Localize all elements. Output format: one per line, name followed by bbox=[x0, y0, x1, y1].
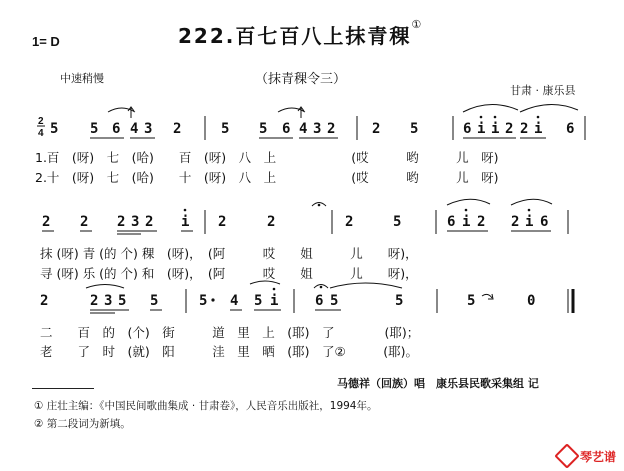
svg-text:5: 5 bbox=[199, 293, 208, 309]
svg-text:2: 2 bbox=[327, 121, 336, 137]
footnote-divider bbox=[32, 388, 94, 389]
svg-text:6: 6 bbox=[463, 121, 472, 137]
svg-text:6: 6 bbox=[282, 121, 291, 137]
svg-text:5: 5 bbox=[150, 293, 159, 309]
performer-credit: 马德祥（回族）唱 康乐县民歌采集组 记 bbox=[337, 377, 539, 390]
svg-text:5: 5 bbox=[330, 293, 339, 309]
watermark-text: 琴艺谱 bbox=[579, 449, 616, 464]
svg-text:5: 5 bbox=[254, 293, 263, 309]
system-1 bbox=[37, 104, 585, 140]
svg-text:3: 3 bbox=[131, 214, 140, 230]
svg-text:i: i bbox=[181, 214, 190, 230]
svg-text:3: 3 bbox=[104, 293, 113, 309]
svg-text:5: 5 bbox=[118, 293, 127, 309]
svg-text:2: 2 bbox=[372, 121, 381, 137]
svg-text:2: 2 bbox=[520, 121, 529, 137]
time-signature-bottom: 4 bbox=[38, 128, 44, 139]
watermark-logo-icon bbox=[554, 443, 579, 468]
svg-text:2: 2 bbox=[80, 214, 89, 230]
svg-text:5: 5 bbox=[410, 121, 419, 137]
time-signature-top: 2 bbox=[38, 116, 44, 127]
svg-text:5: 5 bbox=[259, 121, 268, 137]
svg-text:3: 3 bbox=[313, 121, 322, 137]
lyrics-row3-verse1: 二 百 的 (个) 街 道 里 上 (耶) 了 (耶)； bbox=[40, 325, 420, 340]
system-2 bbox=[42, 199, 568, 234]
lyrics-row2-verse1: 抹 (呀) 青 (的 个) 稞 (呀)， (阿 哎 姐 儿 呀)， bbox=[40, 246, 418, 261]
svg-text:6: 6 bbox=[112, 121, 121, 137]
song-title-text: 222.百七百八上抹青稞 bbox=[178, 24, 412, 48]
lyrics-row2-verse2: 寻 (呀) 乐 (的 个) 和 (呀)， (阿 哎 姐 儿 呀)， bbox=[40, 266, 418, 281]
system-3 bbox=[40, 281, 573, 313]
svg-text:5: 5 bbox=[90, 121, 99, 137]
lyrics-row3-verse2: 老 了 时 (就) 阳 洼 里 晒 (耶) 了② (耶)。 bbox=[40, 344, 418, 359]
footnote-2: ② 第二段词为新填。 bbox=[34, 418, 131, 430]
svg-text:i: i bbox=[477, 121, 486, 137]
svg-text:5: 5 bbox=[393, 214, 402, 230]
svg-text:2: 2 bbox=[267, 214, 276, 230]
song-subtitle: （抹青稞令三） bbox=[255, 72, 347, 87]
svg-text:2: 2 bbox=[145, 214, 154, 230]
title-footnote-mark: ① bbox=[411, 18, 422, 31]
site-watermark bbox=[558, 447, 616, 465]
svg-text:2: 2 bbox=[505, 121, 514, 137]
svg-text:0: 0 bbox=[527, 293, 536, 309]
svg-text:i: i bbox=[462, 214, 471, 230]
svg-text:2: 2 bbox=[345, 214, 354, 230]
svg-text:6: 6 bbox=[315, 293, 324, 309]
svg-text:6: 6 bbox=[447, 214, 456, 230]
svg-text:4: 4 bbox=[130, 121, 139, 137]
svg-text:2: 2 bbox=[117, 214, 126, 230]
tempo-marking: 中速稍慢 bbox=[60, 72, 104, 85]
svg-text:5: 5 bbox=[50, 121, 59, 137]
svg-text:6: 6 bbox=[540, 214, 549, 230]
svg-text:2: 2 bbox=[477, 214, 486, 230]
svg-text:2: 2 bbox=[42, 214, 51, 230]
footnote-1: ① 庄壮主编：《中国民间歌曲集成 · 甘肃卷》，人民音乐出版社，1994年。 bbox=[34, 400, 378, 412]
svg-text:3: 3 bbox=[144, 121, 153, 137]
svg-text:5: 5 bbox=[221, 121, 230, 137]
svg-text:i: i bbox=[534, 121, 543, 137]
svg-text:2: 2 bbox=[173, 121, 182, 137]
svg-text:2: 2 bbox=[90, 293, 99, 309]
lyrics-row1-verse2: 2.十 (呀) 七 (哈) 十 (呀) 八 上 (哎 哟 儿 呀) bbox=[35, 170, 499, 185]
svg-text:6: 6 bbox=[566, 121, 575, 137]
svg-text:i: i bbox=[491, 121, 500, 137]
svg-text:i: i bbox=[525, 214, 534, 230]
svg-text:4: 4 bbox=[299, 121, 308, 137]
region-label: 甘肃 · 康乐县 bbox=[510, 84, 576, 97]
svg-text:2: 2 bbox=[40, 293, 49, 309]
svg-text:2: 2 bbox=[218, 214, 227, 230]
svg-text:5: 5 bbox=[395, 293, 404, 309]
svg-text:4: 4 bbox=[230, 293, 239, 309]
svg-text:5: 5 bbox=[467, 293, 476, 309]
lyrics-row1-verse1: 1.百 (呀) 七 (哈) 百 (呀) 八 上 (哎 哟 儿 呀) bbox=[35, 150, 499, 165]
svg-text:2: 2 bbox=[511, 214, 520, 230]
svg-text:i: i bbox=[270, 293, 279, 309]
key-signature: 1= D bbox=[32, 34, 60, 49]
